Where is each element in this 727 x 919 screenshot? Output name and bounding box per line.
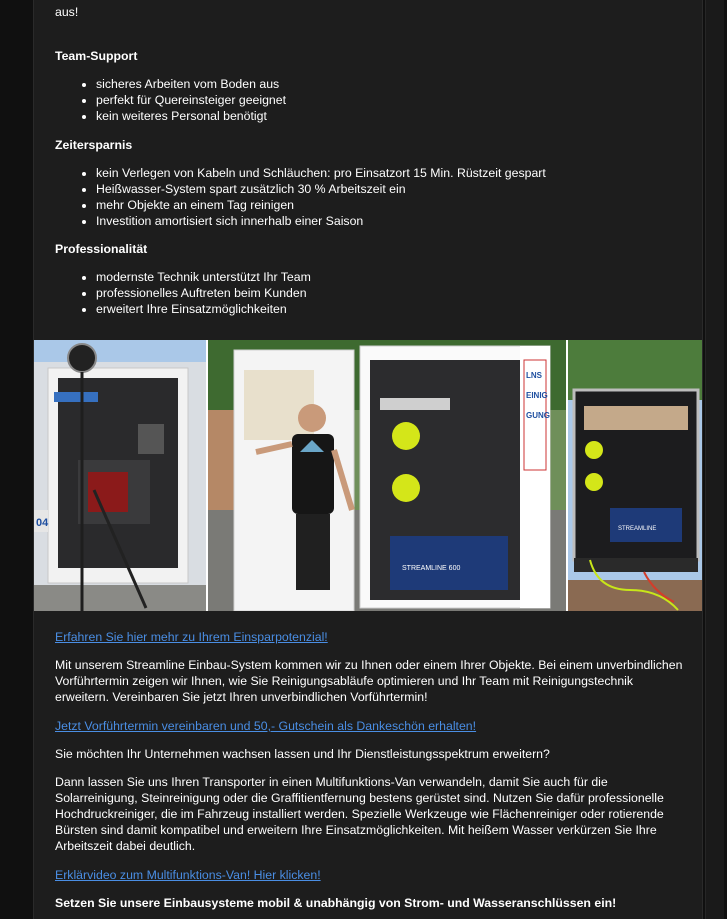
list-professionalitaet (85, 269, 311, 317)
photo-panel-center (208, 340, 566, 611)
heading-professionalitaet: Professionalität (55, 242, 148, 256)
unit-label-center: STREAMLINE 600 (402, 565, 461, 572)
unit-label-right: STREAMLINE (618, 526, 657, 532)
list-zeitersparnis (85, 165, 546, 229)
scroll-rail[interactable] (705, 0, 724, 919)
list-team-support (85, 76, 286, 124)
streamline-paragraph: Mit unserem Streamline Einbau-System kommen wir zu Ihnen oder einem Ihrer Objekte. Bei einem unverbindlichen Vorführtermin zeigen wir Ihnen, wie Sie Reinigungsabläufe optimieren und Ihr Team mit Reinigungstechnik erweitern. Vereinbaren Sie jetzt Ihren unverbindlichen Vorführtermin! (55, 658, 683, 704)
heading-team-support: Team-Support (55, 49, 138, 63)
photo-panel-left (34, 340, 206, 611)
door-lettering-2: EINIG (526, 391, 548, 400)
multifunction-paragraph: Dann lassen Sie uns Ihren Transporter in einen Multifunktions-Van verwandeln, damit Sie auch für die Solarreinigung, Steinreinigung oder die Graffitientfernung bestens gerüstet sind. Nutzen Sie dafür professionelle Hochdruckreiniger, die im Fahrzeug installiert werden. Spezielle Werkzeuge wie Flächenreiniger oder rotierende Bürsten sind damit kompatibel und erweitern Ihre Einsatzmöglichkeiten. Mit heißem Wasser verkürzen Sie Ihre Arbeitszeit dabei deutlich. (55, 775, 664, 853)
van-photo-collage (34, 340, 702, 611)
list-item: • modernste Technik unterstützt Ihr Team (96, 269, 311, 285)
list-item: • Investition amortisiert sich innerhalb einer Saison (96, 213, 546, 229)
closing-statement: Setzen Sie unsere Einbausysteme mobil & unabhängig von Strom- und Wasseranschlüssen ein! (55, 896, 617, 910)
door-lettering-3: GUNG (526, 411, 550, 420)
door-lettering-1: LNS (526, 371, 542, 380)
list-item: • erweitert Ihre Einsatzmöglichkeiten (96, 301, 311, 317)
list-item: • Heißwasser-System spart zusätzlich 30 % Arbeitszeit ein (96, 181, 546, 197)
explainer-video-link[interactable]: Erklärvideo zum Multifunktions-Van! Hier klicken! (55, 868, 321, 882)
van-photo-illustration (34, 340, 702, 611)
list-item: • sicheres Arbeiten vom Boden aus (96, 76, 286, 92)
email-body-panel (33, 0, 703, 919)
heading-zeitersparnis: Zeitersparnis (55, 138, 133, 152)
list-item: • professionelles Auftreten beim Kunden (96, 285, 311, 301)
intro-text-tail: aus! (55, 5, 79, 19)
photo-panel-right (568, 340, 702, 611)
link-savings-paragraph (55, 629, 685, 645)
list-item: • kein weiteres Personal benötigt (96, 108, 286, 124)
savings-link[interactable]: Erfahren Sie hier mehr zu Ihrem Einsparpotenzial! (55, 630, 328, 644)
question-paragraph: Sie möchten Ihr Unternehmen wachsen lassen und Ihr Dienstleistungsspektrum erweitern? (55, 747, 550, 761)
link-demo-paragraph (55, 718, 685, 734)
list-item: • kein Verlegen von Kabeln und Schläuchen: pro Einsatzort 15 Min. Rüstzeit gespart (96, 165, 546, 181)
list-item: • perfekt für Quereinsteiger geeignet (96, 92, 286, 108)
van-badge-left: 04 (36, 517, 49, 529)
list-item: • mehr Objekte an einem Tag reinigen (96, 197, 546, 213)
link-video-paragraph (55, 867, 685, 883)
demo-appointment-link[interactable]: Jetzt Vorführtermin vereinbaren und 50,- Gutschein als Dankeschön erhalten! (55, 719, 477, 733)
